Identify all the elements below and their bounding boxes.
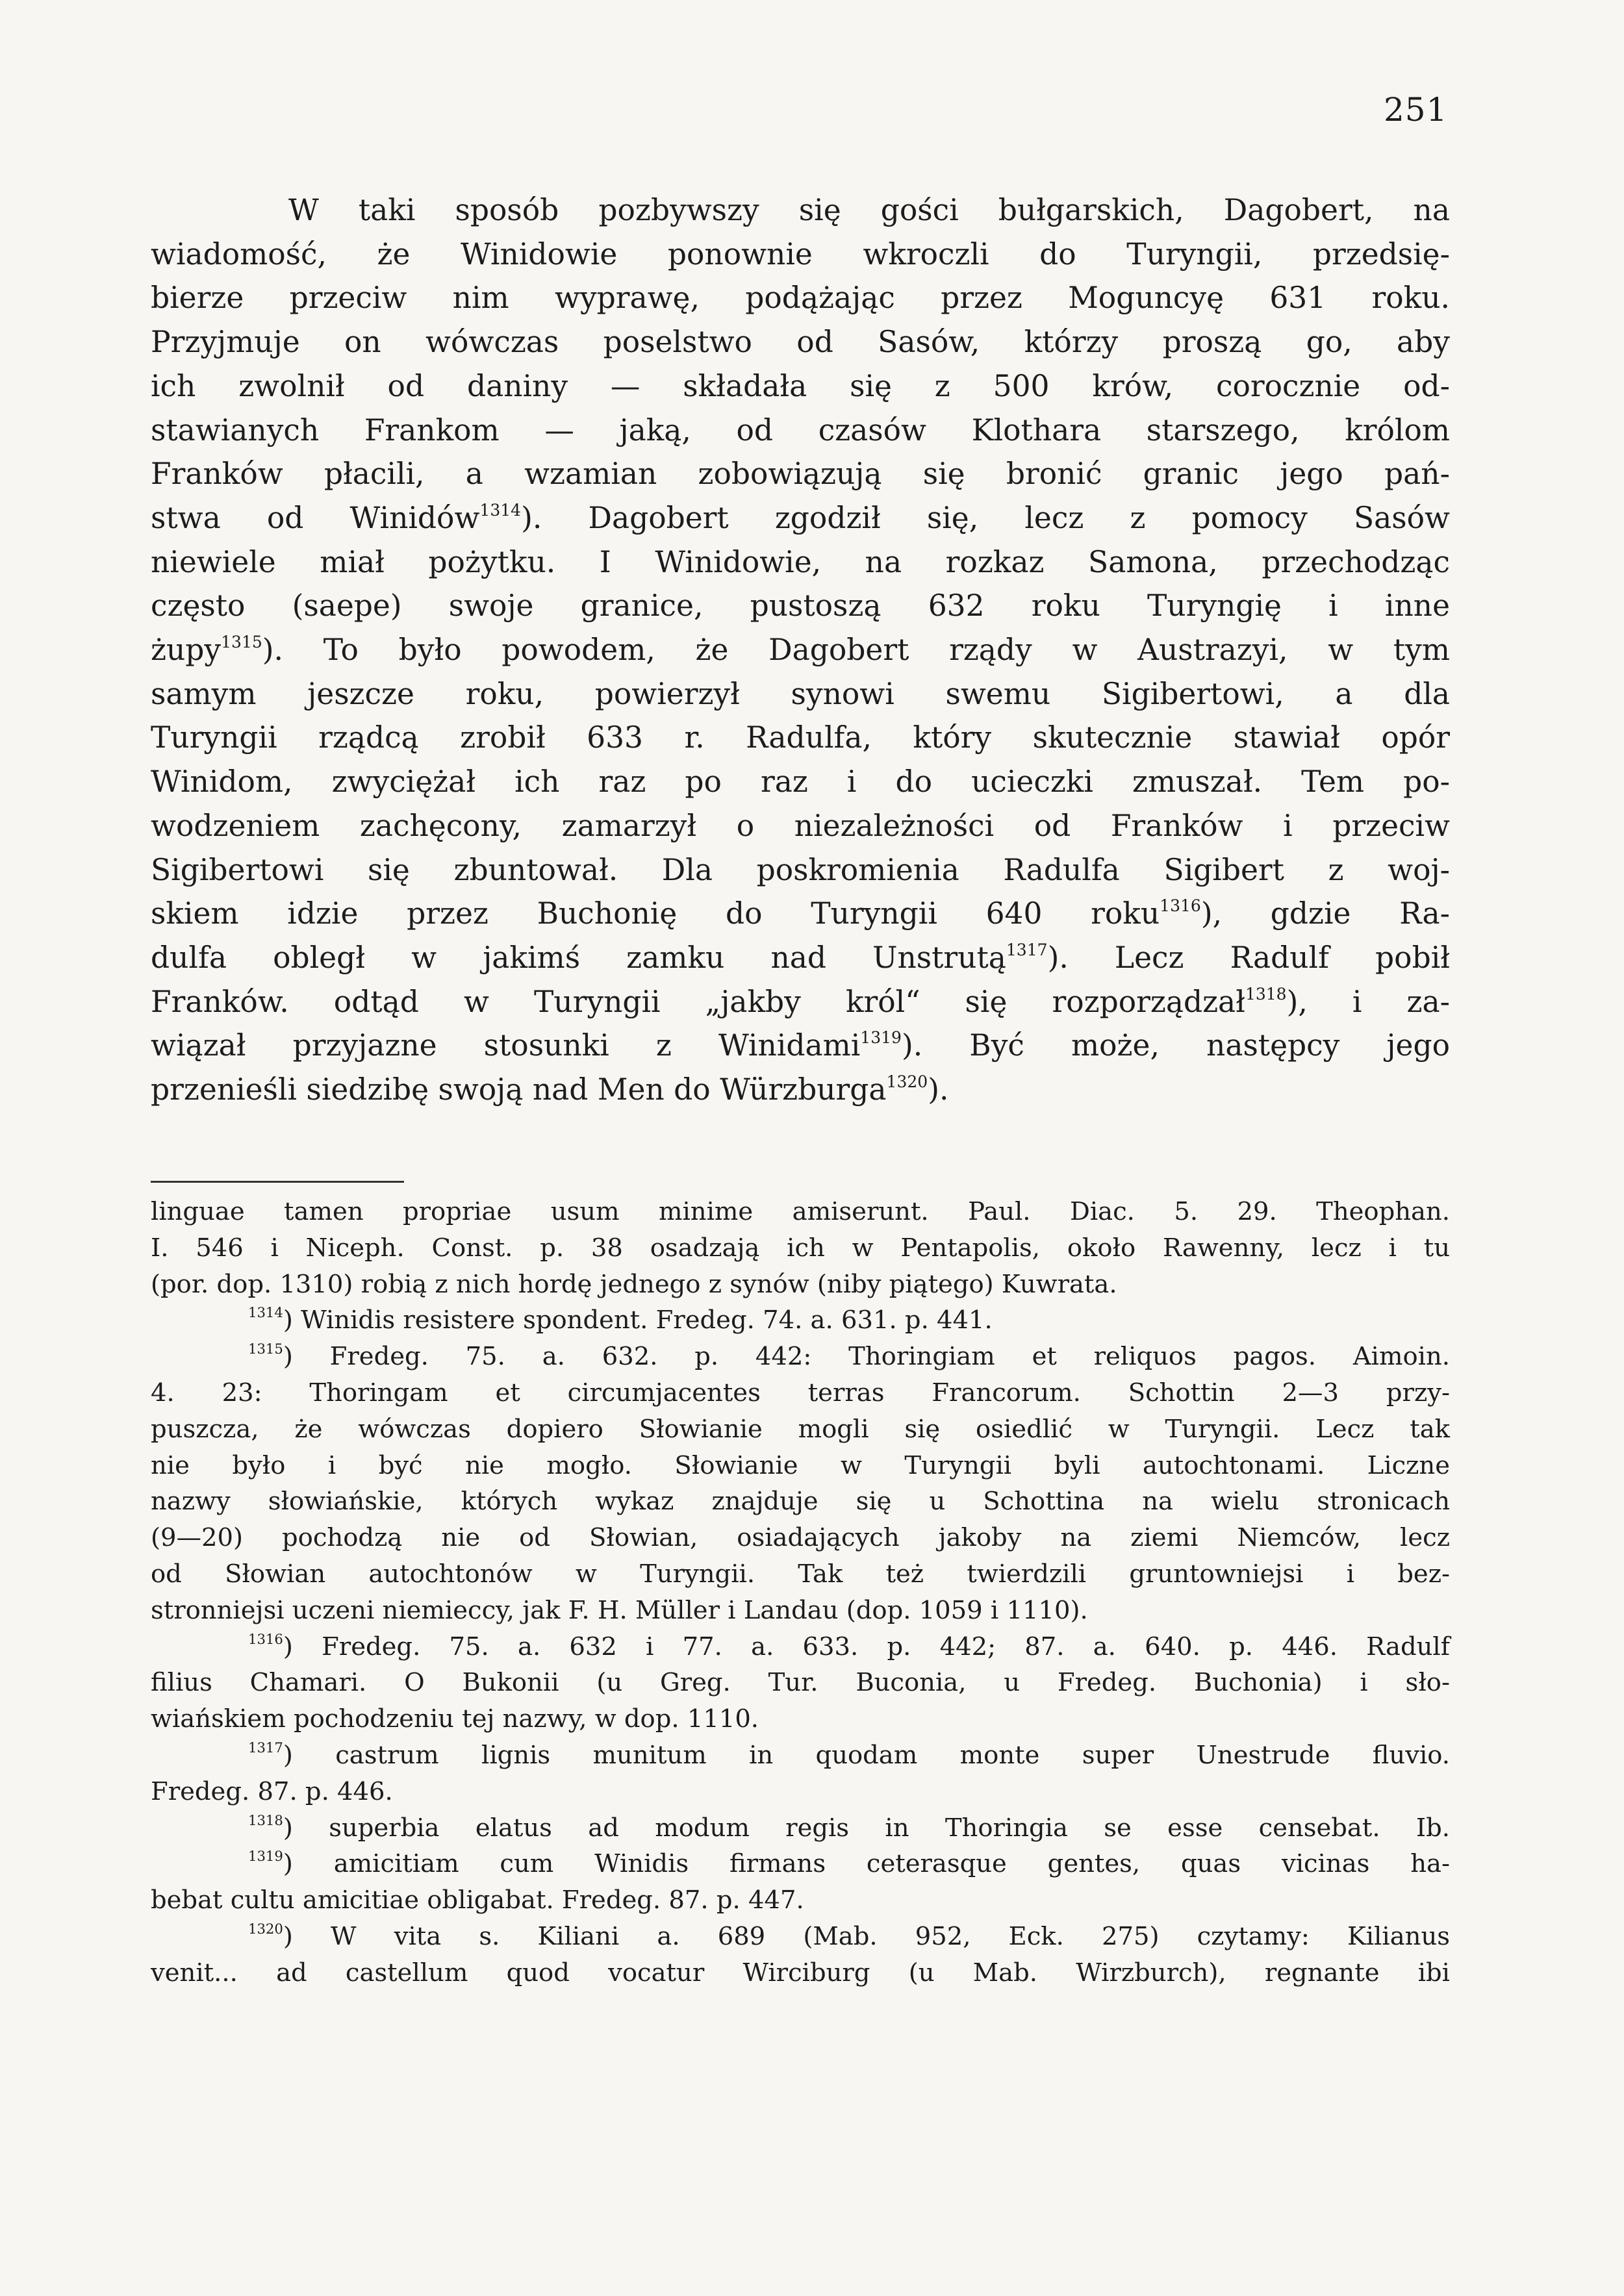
body-line — [151, 540, 1450, 585]
footnote-reference: 1320 — [886, 1072, 928, 1092]
footnote-line-text: venit... ad castellum quod vocatur Wirciburg (u Mab. Wirzburch), regnante ibi — [151, 1958, 1450, 1987]
body-line — [151, 188, 1450, 233]
footnote-line — [151, 1810, 1450, 1847]
footnote-reference: 1319 — [248, 1848, 283, 1865]
footnote-line — [151, 1375, 1450, 1411]
body-line — [151, 672, 1450, 716]
footnote-line-text: (9—20) pochodzą nie od Słowian, osiadających jakoby na ziemi Niemców, lecz — [151, 1523, 1450, 1553]
body-line-text: stawianych Frankom — jaką, od czasów Klothara starszego, królom — [151, 412, 1450, 448]
footnote-line — [151, 1267, 1450, 1303]
body-line-text: wiadomość, że Winidowie ponownie wkroczli do Turyngii, przedsię- — [151, 236, 1450, 271]
body-line-text: W taki sposób pozbywszy się gości bułgarskich, Dagobert, na — [288, 193, 1450, 227]
body-line — [151, 409, 1450, 453]
body-line-text: Franków płacili, a wzamian zobowiązują się bronić granic jego pań- — [151, 457, 1450, 492]
body-line — [151, 1068, 1450, 1112]
body-line-text: często (saepe) swoje granice, pustoszą 632 roku Turyngię i inne — [151, 588, 1450, 624]
body-line-text: Franków. odtąd w Turyngii „jakby król“ się rozporządzał — [151, 984, 1245, 1019]
footnote-line-text: Fredeg. 87. p. 446. — [151, 1776, 393, 1806]
body-line — [151, 980, 1450, 1024]
footnote-reference: 1320 — [248, 1921, 283, 1937]
footnote-reference: 1318 — [1245, 984, 1287, 1003]
footnote-reference: 1314 — [248, 1304, 283, 1321]
footnote-line-text: od Słowian autochtonów w Turyngii. Tak też twierdzili gruntowniejsi i bez- — [151, 1559, 1450, 1589]
body-line — [151, 892, 1450, 936]
footnote-line — [151, 1882, 1450, 1919]
footnote-line — [151, 1846, 1450, 1882]
body-line-text: Winidom, zwyciężał ich raz po raz i do ucieczki zmuszał. Tem po- — [151, 764, 1450, 800]
footnote-line-text: nie było i być nie mogło. Słowianie w Turyngii byli autochtonami. Liczne — [151, 1450, 1450, 1480]
footnote-line — [151, 1520, 1450, 1556]
footnote-line — [151, 1411, 1450, 1448]
body-line — [151, 936, 1450, 980]
footnote-line-text: ) Fredeg. 75. a. 632. p. 442: Thoringiam et reliquos pagos. Aimoin. — [283, 1342, 1450, 1372]
footnote-line-text: 4. 23: Thoringam et circumjacentes terras Francorum. Schottin 2—3 przy- — [151, 1378, 1450, 1407]
footnote-line-text: wiańskiem pochodzeniu tej nazwy, w dop. 1110. — [151, 1704, 759, 1734]
body-line-text: przenieśli siedzibę swoją nad Men do Würzburga — [151, 1072, 887, 1107]
body-line — [151, 320, 1450, 364]
body-line-text: ). Lecz Radulf pobił — [1047, 940, 1450, 975]
body-line — [151, 496, 1450, 540]
footnote-reference: 1319 — [860, 1028, 902, 1048]
body-line — [151, 364, 1450, 409]
body-line-text: ). — [928, 1072, 949, 1107]
body-line-text: Sigibertowi się zbuntował. Dla poskromienia Radulfa Sigibert z woj- — [151, 852, 1450, 887]
footnote-line — [151, 1230, 1450, 1267]
page-number: 251 — [1384, 91, 1448, 129]
body-line — [151, 760, 1450, 804]
body-line-text: ich zwolnił od daniny — składała się z 500 krów, corocznie od- — [151, 368, 1450, 403]
footnote-line-text: ) castrum lignis munitum in quodam monte super Unestrude fluvio. — [283, 1740, 1450, 1770]
body-line-text: ), gdzie Ra- — [1200, 896, 1450, 931]
footnote-line-text: I. 546 i Niceph. Const. p. 38 osadzają ich w Pentapolis, około Rawenny, lecz i tu — [151, 1233, 1450, 1263]
footnote-line — [151, 1701, 1450, 1737]
footnote-line-text: linguae tamen propriae usum minime amiserunt. Paul. Diac. 5. 29. Theophan. — [151, 1197, 1450, 1226]
body-line — [151, 716, 1450, 760]
footnote-line — [151, 1919, 1450, 1955]
footnote-reference: 1316 — [1160, 896, 1201, 916]
footnote-line-text: bebat cultu amicitiae obligabat. Fredeg. 87. p. 447. — [151, 1886, 804, 1915]
footnote-reference: 1315 — [248, 1341, 283, 1357]
footnote-line-text: ) Fredeg. 75. a. 632 i 77. a. 633. p. 442; 87. a. 640. p. 446. Radulf — [283, 1632, 1450, 1661]
body-line-text: wodzeniem zachęcony, zamarzył o niezależności od Franków i przeciw — [151, 808, 1450, 843]
footnote-reference: 1318 — [248, 1811, 283, 1828]
footnote-line — [151, 1194, 1450, 1230]
body-line-text: ). Dagobert zgodził się, lecz z pomocy Sasów — [521, 500, 1450, 535]
footnote-reference: 1314 — [479, 501, 522, 520]
footnote-reference: 1317 — [1006, 940, 1048, 960]
footnote-line — [151, 1955, 1450, 1991]
body-line-text: bierze przeciw nim wyprawę, podążając przez Moguncyę 631 roku. — [151, 281, 1450, 316]
footnote-line — [151, 1483, 1450, 1520]
footnote-reference: 1317 — [248, 1739, 283, 1756]
footnote-line — [151, 1774, 1450, 1810]
body-line — [151, 1024, 1450, 1068]
body-line — [151, 804, 1450, 848]
body-line-text: samym jeszcze roku, powierzył synowi swemu Sigibertowi, a dla — [151, 676, 1450, 711]
footnote-line — [151, 1629, 1450, 1665]
footnote-line-text: stronniejsi uczeni niemieccy, jak F. H. Müller i Landau (dop. 1059 i 1110). — [151, 1595, 1088, 1625]
body-line-text: ), i za- — [1286, 984, 1451, 1019]
footnote-reference: 1315 — [221, 633, 262, 652]
footnote-line-text: (por. dop. 1310) robią z nich hordę jednego z synów (niby piątego) Kuwrata. — [151, 1269, 1117, 1299]
body-line-text: Przyjmuje on wówczas poselstwo od Sasów, którzy proszą go, aby — [151, 325, 1450, 360]
body-line-text: skiem idzie przez Buchonię do Turyngii 640 roku — [151, 896, 1160, 931]
footnote-line — [151, 1339, 1450, 1375]
footnote-line-text: filius Chamari. O Bukonii (u Greg. Tur. Buconia, u Fredeg. Buchonia) i sło- — [151, 1668, 1450, 1698]
body-line — [151, 628, 1450, 672]
body-line-text: stwa od Winidów — [151, 500, 480, 535]
body-line — [151, 233, 1450, 277]
footnote-line-text: nazwy słowiańskie, których wykaz znajduje się u Schottina na wielu stronicach — [151, 1487, 1450, 1517]
footnote-line-text: puszcza, że wówczas dopiero Słowianie mogli się osiedlić w Turyngii. Lecz tak — [151, 1414, 1450, 1444]
body-line-text: żupy — [151, 633, 222, 668]
body-line — [151, 848, 1450, 892]
body-line-text: Turyngii rządcą zrobił 633 r. Radulfa, który skutecznie stawiał opór — [151, 720, 1450, 755]
body-line — [151, 276, 1450, 320]
body-line-text: wiązał przyjazne stosunki z Winidami — [151, 1028, 861, 1063]
footnote-divider — [151, 1181, 404, 1183]
footnote-line — [151, 1593, 1450, 1629]
footnote-line — [151, 1302, 1450, 1339]
footnote-line-text: ) Winidis resistere spondent. Fredeg. 74. a. 631. p. 441. — [283, 1306, 993, 1335]
footnotes — [151, 1194, 1450, 1991]
body-line-text: ). Być może, następcy jego — [901, 1028, 1450, 1063]
body-line — [151, 584, 1450, 628]
body-line-text: niewiele miał pożytku. I Winidowie, na rozkaz Samona, przechodząc — [151, 544, 1450, 579]
footnote-line — [151, 1665, 1450, 1701]
body-line — [151, 452, 1450, 496]
footnote-line-text: ) amicitiam cum Winidis firmans ceterasque gentes, quas vicinas ha- — [283, 1849, 1450, 1879]
body-line-text: ). To było powodem, że Dagobert rządy w Austrazyi, w tym — [262, 633, 1450, 668]
footnote-line — [151, 1448, 1450, 1484]
footnote-line-text: ) superbia elatus ad modum regis in Thoringia se esse censebat. Ib. — [283, 1813, 1450, 1843]
body-line-text: dulfa obległ w jakimś zamku nad Unstrutą — [151, 940, 1006, 975]
main-text — [151, 188, 1450, 1112]
footnote-reference: 1316 — [248, 1630, 283, 1647]
footnote-line-text: ) W vita s. Kiliani a. 689 (Mab. 952, Eck. 275) czytamy: Kilianus — [283, 1921, 1450, 1951]
footnote-line — [151, 1737, 1450, 1774]
footnote-line — [151, 1556, 1450, 1593]
